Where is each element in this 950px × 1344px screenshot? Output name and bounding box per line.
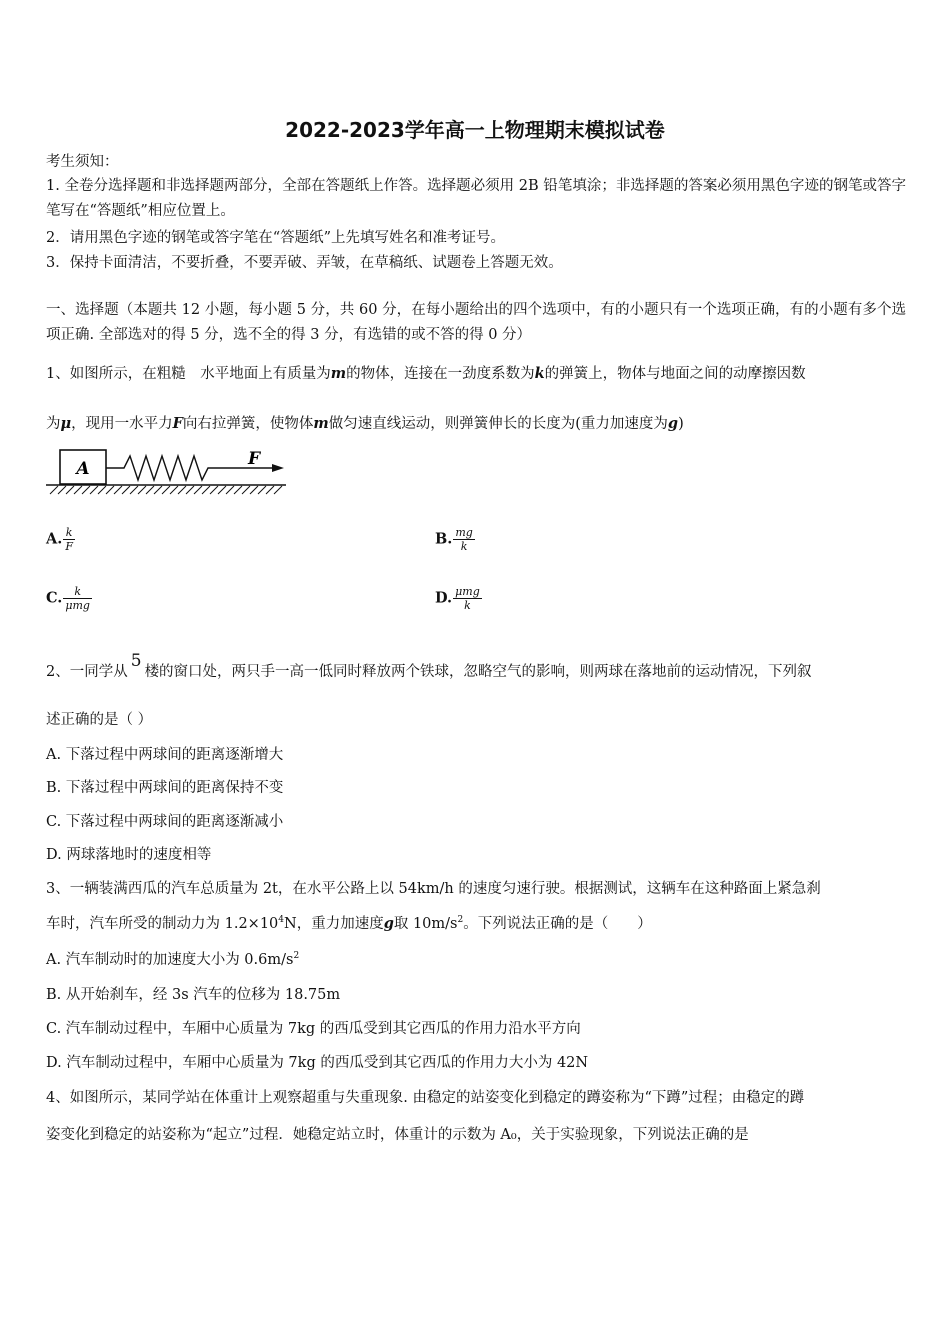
fraction: $\frac{k}{F}$ (65, 526, 73, 553)
fraction: $\frac{k}{\text{μmg}}$ (65, 585, 90, 612)
notice-heading: 考生须知： (46, 154, 119, 170)
q2-option-d[interactable]: D. 两球落地时的速度相等 (46, 847, 212, 863)
notice-item-2: 2．请用黑色字迹的钢笔或答字笔在“答题纸”上先填写姓名和准考证号。 (46, 230, 506, 246)
page-title: 2022-2023学年高一上物理期末模拟试卷 (285, 118, 665, 142)
fraction: $\frac{mg}{k}$ (455, 526, 473, 553)
floor-number: 5 (130, 651, 142, 671)
section-1-instructions: 一、选择题（本题共 12 小题，每小题 5 分，共 60 分，在每小题给出的四个选项中，有的小题只有一个选项正确，有的小题有多个选项正确. 全部选对的得 5 分，选不全的得 3 分，有选错的或不答的得 0 分） (46, 302, 906, 343)
q2-stem-line-1: 2、一同学从5楼的窗口处，两只手一高一低同时释放两个铁球，忽略空气的影响，则两球在落地前的运动情况，下列叙 (46, 651, 812, 680)
block-label: A (76, 459, 90, 479)
q4-stem-line-1: 4、如图所示，某同学站在体重计上观察超重与失重现象. 由稳定的站姿变化到稳定的蹲姿称为“下蹲”过程；由稳定的蹲 (46, 1090, 805, 1106)
ground-hatching (50, 486, 282, 494)
spring-block-figure (44, 444, 290, 496)
q1-option-d[interactable]: D. $\frac{\text{μmg}}{k}$ (435, 585, 480, 612)
q2-option-a[interactable]: A. 下落过程中两球间的距离逐渐增大 (46, 747, 284, 763)
notice-item-1: 1. 全卷分选择题和非选择题两部分，全部在答题纸上作答。选择题必须用 2B 铅笔填涂；非选择题的答案必须用黑色字迹的钢笔或答字笔写在“答题纸”相应位置上。 (46, 178, 906, 219)
force-label: F (247, 449, 261, 469)
q3-option-c[interactable]: C. 汽车制动过程中，车厢中心质量为 7kg 的西瓜受到其它西瓜的作用力沿水平方向 (46, 1021, 581, 1037)
q1-option-a[interactable]: A. $\frac{k}{F}$ (46, 526, 73, 553)
q1-option-c[interactable]: C. $\frac{k}{\text{μmg}}$ (46, 585, 90, 612)
q2-stem-line-2: 述正确的是（ ） (46, 712, 153, 728)
fraction: $\frac{\text{μmg}}{k}$ (455, 585, 480, 612)
q3-option-a[interactable]: A. 汽车制动时的加速度大小为 $0.6m/s^2$ (46, 951, 300, 968)
q1-option-b[interactable]: B. $\frac{mg}{k}$ (435, 526, 473, 553)
q3-option-d[interactable]: D. 汽车制动过程中，车厢中心质量为 7kg 的西瓜受到其它西瓜的作用力大小为 42N (46, 1055, 589, 1071)
q4-stem-line-2: 姿变化到稳定的站姿称为“起立”过程．她稳定站立时，体重计的示数为 A₀，关于实验现象，下列说法正确的是 (46, 1127, 749, 1143)
q3-stem-line-1: 3、一辆装满西瓜的汽车总质量为 2t，在水平公路上以 54km/h 的速度匀速行驶。根据测试，这辆车在这种路面上紧急刹 (46, 881, 821, 897)
spring-icon (106, 456, 214, 480)
arrow-right-icon (272, 464, 284, 472)
q1-stem-line-1: 1、如图所示，在粗糙 水平地面上有质量为m的物体，连接在一劲度系数为k的弹簧上，物体与地面之间的动摩擦因数 (46, 365, 806, 382)
q1-stem-line-2: 为μ，现用一水平力F向右拉弹簧，使物体m做匀速直线运动，则弹簧伸长的长度为(重力加速度为g) (46, 415, 684, 432)
q2-option-b[interactable]: B. 下落过程中两球间的距离保持不变 (46, 780, 284, 796)
q3-option-b[interactable]: B. 从开始刹车，经 3s 汽车的位移为 18.75m (46, 987, 341, 1003)
notice-item-3: 3．保持卡面清洁，不要折叠，不要弄破、弄皱，在草稿纸、试题卷上答题无效。 (46, 255, 563, 271)
q3-stem-line-2: 车时，汽车所受的制动力为 $1.2\times 10^4N$，重力加速度g取 $10m/s^2$。下列说法正确的是（ ） (46, 915, 652, 932)
q2-option-c[interactable]: C. 下落过程中两球间的距离逐渐减小 (46, 814, 284, 830)
